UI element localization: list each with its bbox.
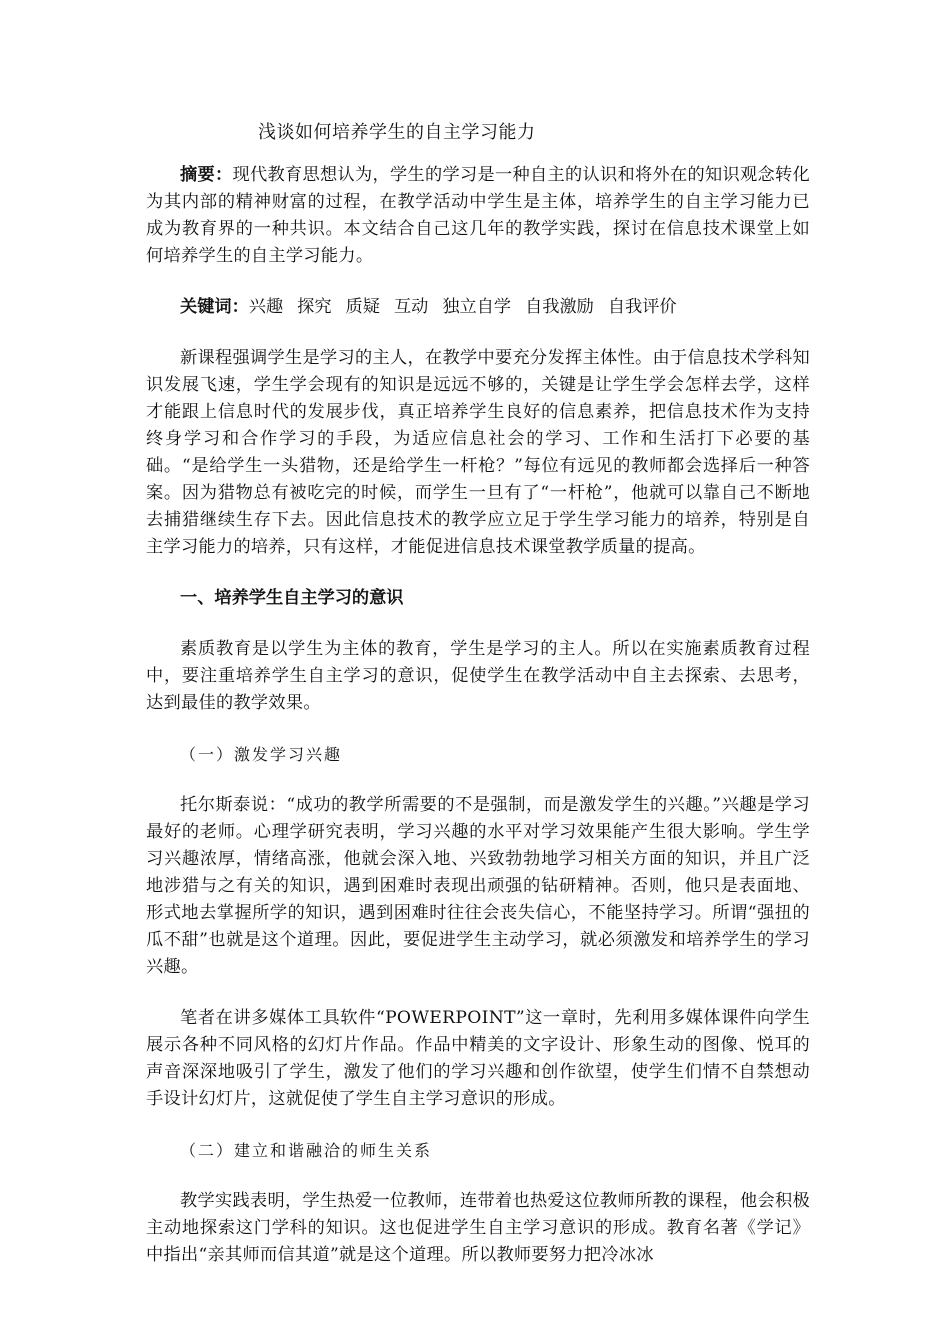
- abstract-paragraph: [146, 162, 810, 270]
- abstract-label: 摘要：: [180, 165, 233, 185]
- document-page: [146, 118, 810, 1293]
- keywords-line: [146, 294, 810, 321]
- keyword: 自我评价: [607, 297, 677, 317]
- intro-paragraph: 新课程强调学生是学习的主人，在教学中要充分发挥主体性。由于信息技术学科知识发展飞速，学生学会现有的知识是远远不够的，关键是让学生学会怎样去学，这样才能跟上信息时代的发展步伐，真正培养学生良好的信息素养，把信息技术作为支持终身学习和合作学习的手段，为适应信息社会的学习、工作和生活打下必要的基础。“是给学生一头猎物，还是给学生一杆枪？”每位有远见的教师都会选择后一种答案。因为猎物总有被吃完的时候，而学生一旦有了“一杆枪”，他就可以靠自己不断地去捕猎继续生存下去。因此信息技术的教学应立足于学生学习能力的培养，特别是自主学习能力的培养，只有这样，才能促进信息技术课堂教学质量的提高。: [146, 348, 810, 557]
- subsection-heading: （一）激发学习兴趣: [180, 745, 343, 764]
- subsection-heading: （二）建立和谐融洽的师生关系: [180, 1141, 433, 1160]
- keyword: 兴趣: [248, 297, 284, 317]
- keyword: 质疑: [345, 297, 380, 317]
- keyword: 探究: [297, 297, 332, 317]
- section-paragraph: 素质教育是以学生为主体的教育，学生是学习的主人。所以在实施素质教育过程中，要注重培养学生自主学习的意识，促使学生在教学活动中自主去探索、去思考，达到最佳的教学效果。: [146, 639, 810, 713]
- subsection-paragraph: 笔者在讲多媒体工具软件“POWERPOINT”这一章时，先利用多媒体课件向学生展示各种不同风格的幻灯片作品。作品中精美的文字设计、形象生动的图像、悦耳的声音深深地吸引了学生，激发了他们的学习兴趣和创作欲望，使学生们情不自禁想动手设计幻灯片，这就促使了学生自主学习意识的形成。: [146, 1008, 810, 1109]
- subsection-paragraph: 教学实践表明，学生热爱一位教师，连带着也热爱这位教师所教的课程，他会积极主动地探索这门学科的知识。这也促进学生自主学习意识的形成。教育名著《学记》中指出“亲其师而信其道”就是这个道理。所以教师要努力把冷冰冰: [146, 1191, 810, 1265]
- section-heading: 一、培养学生自主学习的意识: [180, 588, 404, 608]
- keyword: 自我激励: [525, 297, 594, 317]
- abstract-text: 现代教育思想认为，学生的学习是一种自主的认识和将外在的知识观念转化为其内部的精神财富的过程，在教学活动中学生是主体，培养学生的自主学习能力已成为教育界的一种共识。本文结合自己这几年的教学实践，探讨在信息技术课堂上如何培养学生的自主学习能力。: [146, 165, 811, 266]
- subsection-paragraph: 托尔斯泰说：“成功的教学所需要的不是强制，而是激发学生的兴趣。”兴趣是学习最好的老师。心理学研究表明，学习兴趣的水平对学习效果能产生很大影响。学生学习兴趣浓厚，情绪高涨，他就会深入地、兴致勃勃地学习相关方面的知识，并且广泛地涉猎与之有关的知识，遇到困难时表现出顽强的钻研精神。否则，他只是表面地、形式地去掌握所学的知识，遇到困难时往往会丧失信心，不能坚持学习。所谓“强扭的瓜不甜”也就是这个道理。因此，要促进学生主动学习，就必须激发和培养学生的学习兴趣。: [146, 795, 810, 977]
- document-title: 浅谈如何培养学生的自主学习能力: [258, 122, 536, 143]
- keyword: 独立自学: [442, 297, 512, 317]
- keywords-label: 关键词：: [180, 297, 249, 317]
- keyword: 互动: [393, 297, 429, 317]
